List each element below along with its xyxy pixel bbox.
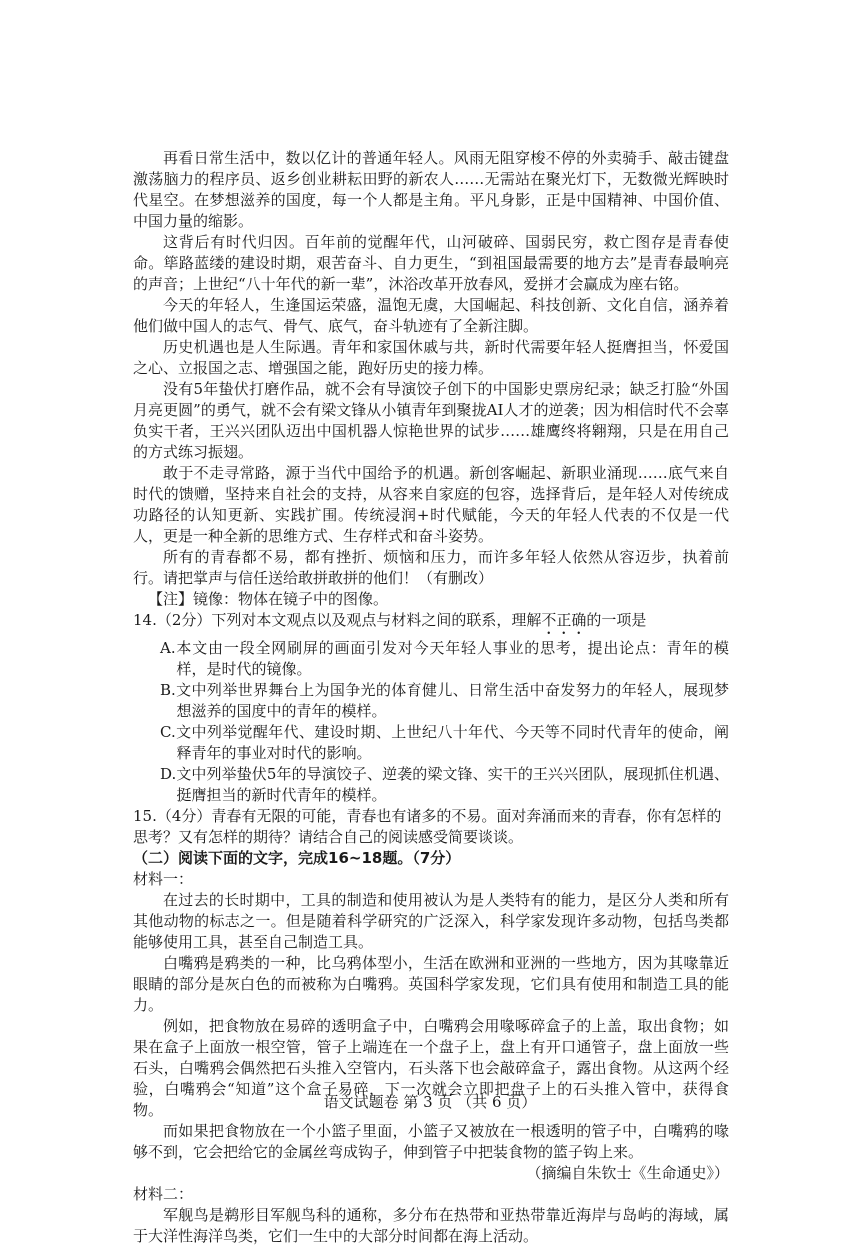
passage-paragraph: 没有5年蛰伏打磨作品，就不会有导演饺子创下的中国影史票房纪录；缺乏打脸“外国月亮更圆”的勇气，就不会有梁文锋从小镇青年到聚拢AI人才的逆袭；因为相信时代不会辜负实干者，王兴兴团队迈出中国机器人惊艳世界的试步……雄鹰终将翱翔，只是在用自己的方式练习振翅。 xyxy=(133,380,729,461)
passage-paragraph: 敢于不走寻常路，源于当代中国给予的机遇。新创客崛起、新职业涌现……底气来自时代的馈赠，坚持来自社会的支持，从容来自家庭的包容，选择背后，是年轻人对传统成功路径的认知更新、实践扩围。传统浸润+时代赋能，今天的年轻人代表的不仅是一代人，更是一种全新的思维方式、生存样式和奋斗姿势。 xyxy=(133,464,729,545)
material-paragraph: 在过去的长时期中，工具的制造和使用被认为是人类特有的能力，是区分人类和所有其他动物的标志之一。但是随着科学研究的广泛深入，科学家发现许多动物，包括鸟类都能够使用工具，甚至自己制造工具。 xyxy=(133,891,729,951)
question-14 xyxy=(133,610,729,806)
passage-paragraph: 所有的青春都不易，都有挫折、烦恼和压力，而许多年轻人依然从容迈步，执着前行。请把掌声与信任送给敢拼敢拼的他们！（有删改） xyxy=(133,548,729,587)
material-paragraph: 例如，把食物放在易碎的透明盒子中，白嘴鸦会用喙啄碎盒子的上盖，取出食物；如果在盒子上面放一根空管，管子上端连在一个盘子上，盘上有开口通管子，盘上面放一些石头，白嘴鸦会偶然把石头推入空管内，石头落下也会敲碎盒子，露出食物。从这两个经验，白嘴鸦会“知道”这个盒子易碎，下一次就会立即把盘子上的石头推入管中，获得食物。 xyxy=(133,1017,729,1119)
material-1 xyxy=(133,869,729,1184)
question-15-text: （4分）青春有无限的可能，青春也有诸多的不易。面对奔涌而来的青春，你有怎样的思考？又有怎样的期待？请结合自己的阅读感受简要谈谈。 xyxy=(133,807,722,846)
passage-note: 【注】镜像：物体在镜子中的图像。 xyxy=(148,590,389,608)
question-number: 15. xyxy=(133,807,157,825)
material-2-label: 材料二： xyxy=(133,1185,194,1203)
option-c: C.文中列举觉醒年代、建设时期、上世纪八十年代、今天等不同时代青年的使命，阐释青年的事业对时代的影响。 xyxy=(160,723,729,762)
passage-paragraph: 历史机遇也是人生际遇。青年和家国休戚与共，新时代需要年轻人挺膺担当，怀爱国之心、立报国之志、增强国之能，跑好历史的接力棒。 xyxy=(133,338,729,377)
passage-paragraph: 今天的年轻人，生逢国运荣盛，温饱无虞，大国崛起、科技创新、文化自信，涵养着他们做中国人的志气、骨气、底气，奋斗轨迹有了全新注脚。 xyxy=(133,296,729,335)
material-paragraph: 军舰鸟是鹈形目军舰鸟科的通称，多分布在热带和亚热带靠近海岸与岛屿的海域，属于大洋性海洋鸟类，它们一生中的大部分时间都在海上活动。 xyxy=(133,1206,729,1245)
page-footer: 语文试题卷 第 3 页 （共 6 页） xyxy=(323,1093,537,1111)
material-paragraph: 白嘴鸦是鸦类的一种，比乌鸦体型小，生活在欧洲和亚洲的一些地方，因为其喙靠近眼睛的部分是灰白色的而被称为白嘴鸦。英国科学家发现，它们具有使用和制造工具的能力。 xyxy=(133,954,729,1014)
question-14-stem xyxy=(133,610,729,638)
section-2-heading: （二）阅读下面的文字，完成16~18题。（7分） xyxy=(133,849,461,867)
material-paragraph: 而如果把食物放在一个小篮子里面，小篮子又被放在一根透明的管子中，白嘴鸦的喙够不到，它会把给它的金属丝弯成钩子，伸到管子中把装食物的篮子钩上来。 xyxy=(133,1122,729,1161)
question-15-stem xyxy=(133,806,729,848)
option-a: A.本文由一段全网刷屏的画面引发对今天年轻人事业的思考，提出论点：青年的模样，是时代的镜像。 xyxy=(160,639,729,678)
material-1-label: 材料一： xyxy=(133,870,194,888)
passage-paragraph: 再看日常生活中，数以亿计的普通年轻人。风雨无阻穿梭不停的外卖骑手、敲击键盘激荡脑力的程序员、返乡创业耕耘田野的新农人……无需站在聚光灯下，无数微光辉映时代星空。在梦想滋养的国度，每一个人都是主角。平凡身影，正是中国精神、中国价值、中国力量的缩影。 xyxy=(133,149,729,230)
question-14-stem-text: （2分）下列对本文观点以及观点与材料之间的联系，理解 xyxy=(156,611,542,629)
page-content xyxy=(133,148,729,1247)
passage-paragraph: 这背后有时代归因。百年前的觉醒年代，山河破碎、国弱民穷，救亡图存是青春使命。筚路蓝缕的建设时期，艰苦奋斗、自力更生，“到祖国最需要的地方去”是青春最响亮的声音；上世纪“八十年代的新一辈”，沐浴改革开放春风，爱拼才会赢成为座右铭。 xyxy=(133,233,729,293)
question-14-stem-end: 的一项是 xyxy=(586,611,647,629)
option-b: B.文中列举世界舞台上为国争光的体育健儿、日常生活中奋发努力的年轻人，展现梦想滋养的国度中的青年的模样。 xyxy=(160,681,729,720)
reading-passage xyxy=(133,148,729,610)
question-15 xyxy=(133,806,729,848)
question-number: 14. xyxy=(133,611,157,629)
material-1-source: （摘编自朱钦士《生命通史》） xyxy=(526,1164,729,1182)
option-d: D.文中列举蛰伏5年的导演饺子、逆袭的梁文锋、实干的王兴兴团队，展现抓住机遇、挺膺担当的新时代青年的模样。 xyxy=(160,765,729,804)
emphasis-not-correct: 不正确 xyxy=(541,611,587,629)
